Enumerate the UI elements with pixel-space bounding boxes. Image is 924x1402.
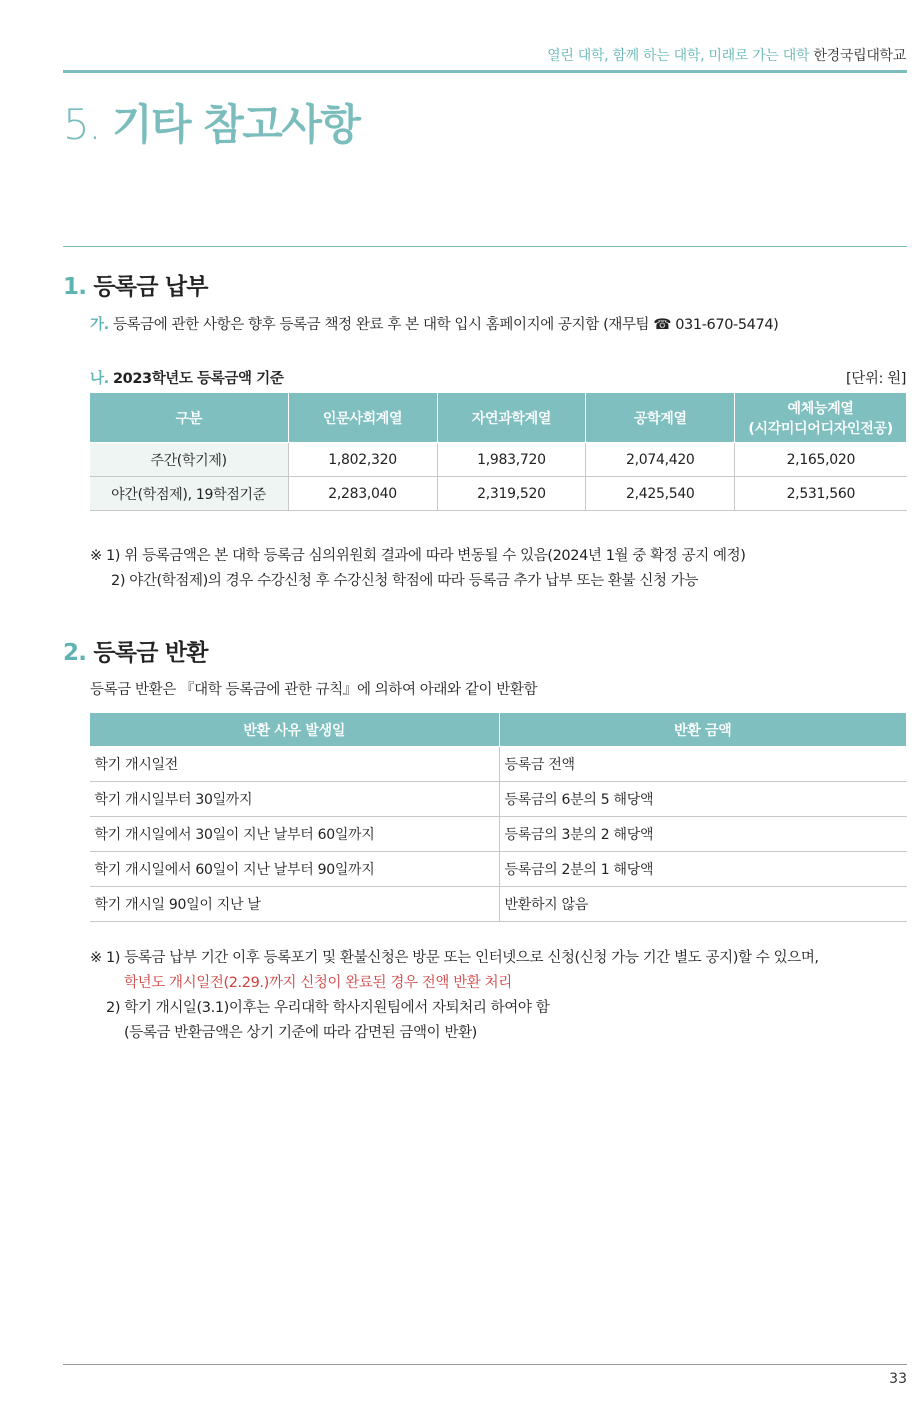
refund-table bbox=[89, 712, 907, 922]
section2-title bbox=[63, 634, 208, 667]
cell-value: 2,319,520 bbox=[437, 477, 586, 511]
refund-amount-cell: 등록금의 6분의 5 해당액 bbox=[499, 782, 907, 817]
header-engineering: 공학계열 bbox=[586, 393, 735, 443]
header-refund-amount: 반환 금액 bbox=[499, 713, 907, 747]
refund-date-cell: 학기 개시일부터 30일까지 bbox=[90, 782, 500, 817]
header-arts-line2: (시각미디어디자인전공) bbox=[748, 420, 893, 437]
refund-amount-cell: 등록금의 2분의 1 해당액 bbox=[499, 852, 907, 887]
chapter-divider bbox=[63, 246, 907, 247]
footer-divider bbox=[63, 1364, 907, 1365]
refund-date-cell: 학기 개시일전 bbox=[90, 747, 500, 782]
tuition-table-header bbox=[90, 393, 907, 443]
section1-note-2: 2) 야간(학점제)의 경우 수강신청 후 수강신청 학점에 따라 등록금 추가 납부 또는 환불 신청 가능 bbox=[111, 573, 698, 589]
page-header bbox=[547, 45, 906, 65]
item-na-marker: 나. bbox=[90, 371, 109, 387]
cell-value: 2,283,040 bbox=[288, 477, 437, 511]
page-number: 33 bbox=[889, 1371, 907, 1387]
chapter-title-text: 기타 참고사항 bbox=[111, 100, 360, 149]
table-row bbox=[90, 782, 907, 817]
header-arts-line1: 예체능계열 bbox=[787, 400, 854, 417]
header-category: 구분 bbox=[90, 393, 289, 443]
header-university: 한경국립대학교 bbox=[813, 48, 906, 64]
refund-date-cell: 학기 개시일에서 60일이 지난 날부터 90일까지 bbox=[90, 852, 500, 887]
section1-title bbox=[63, 268, 208, 301]
header-refund-date: 반환 사유 발생일 bbox=[90, 713, 500, 747]
refund-amount-cell: 등록금의 3분의 2 해당액 bbox=[499, 817, 907, 852]
header-divider bbox=[63, 70, 907, 73]
section2-note-1: ※ 1) 등록금 납부 기간 이후 등록포기 및 환불신청은 방문 또는 인터넷으로 신청(신청 가능 기간 별도 공지)할 수 있으며, bbox=[90, 950, 819, 966]
section1-note-1: ※ 1) 위 등록금액은 본 대학 등록금 심의위원회 결과에 따라 변동될 수 있음(2024년 1월 중 확정 공지 예정) bbox=[90, 548, 746, 564]
table-row bbox=[90, 443, 907, 477]
section1-item-ga bbox=[90, 313, 778, 334]
section2-title-text: 등록금 반환 bbox=[93, 640, 208, 666]
table-row bbox=[90, 887, 907, 922]
refund-table-header bbox=[90, 713, 907, 747]
section2-note-2-sub: (등록금 반환금액은 상기 기준에 따라 감면된 금액이 반환) bbox=[124, 1025, 477, 1041]
cell-value: 1,983,720 bbox=[437, 443, 586, 477]
section2-number: 2. bbox=[63, 640, 87, 666]
header-humanities: 인문사회계열 bbox=[288, 393, 437, 443]
table-row bbox=[90, 852, 907, 887]
section2-note-2: 2) 학기 개시일(3.1)이후는 우리대학 학사지원팀에서 자퇴처리 하여야 함 bbox=[106, 1000, 550, 1016]
refund-date-cell: 학기 개시일 90일이 지난 날 bbox=[90, 887, 500, 922]
table-row bbox=[90, 477, 907, 511]
cell-value: 2,531,560 bbox=[735, 477, 907, 511]
unit-label: [단위: 원] bbox=[845, 371, 906, 387]
section1-item-na bbox=[90, 367, 283, 388]
cell-value: 2,074,420 bbox=[586, 443, 735, 477]
header-natural-science: 자연과학계열 bbox=[437, 393, 586, 443]
header-slogan: 열린 대학, 함께 하는 대학, 미래로 가는 대학 bbox=[547, 48, 810, 64]
tuition-table bbox=[89, 392, 907, 511]
cell-value: 1,802,320 bbox=[288, 443, 437, 477]
refund-amount-cell: 반환하지 않음 bbox=[499, 887, 907, 922]
table-row bbox=[90, 817, 907, 852]
refund-amount-cell: 등록금 전액 bbox=[499, 747, 907, 782]
item-ga-text: 등록금에 관한 사항은 향후 등록금 책정 완료 후 본 대학 입시 홈페이지에 공지함 (재무팀 ☎ 031-670-5474) bbox=[112, 317, 779, 333]
header-arts bbox=[735, 393, 907, 443]
cell-value: 2,165,020 bbox=[735, 443, 907, 477]
item-ga-marker: 가. bbox=[90, 317, 109, 333]
section1-number: 1. bbox=[63, 274, 87, 300]
section2-note-1-highlight: 학년도 개시일전(2.29.)까지 신청이 완료된 경우 전액 반환 처리 bbox=[124, 975, 512, 991]
section1-title-text: 등록금 납부 bbox=[93, 274, 208, 300]
row-label: 주간(학기제) bbox=[90, 443, 289, 477]
cell-value: 2,425,540 bbox=[586, 477, 735, 511]
row-label: 야간(학점제), 19학점기준 bbox=[90, 477, 289, 511]
item-na-title: 2023학년도 등록금액 기준 bbox=[112, 371, 284, 387]
chapter-number: 5. bbox=[63, 100, 101, 149]
refund-date-cell: 학기 개시일에서 30일이 지난 날부터 60일까지 bbox=[90, 817, 500, 852]
section2-intro: 등록금 반환은 『대학 등록금에 관한 규칙』에 의하여 아래와 같이 반환함 bbox=[90, 682, 538, 698]
chapter-title bbox=[63, 92, 360, 152]
table-row bbox=[90, 747, 907, 782]
